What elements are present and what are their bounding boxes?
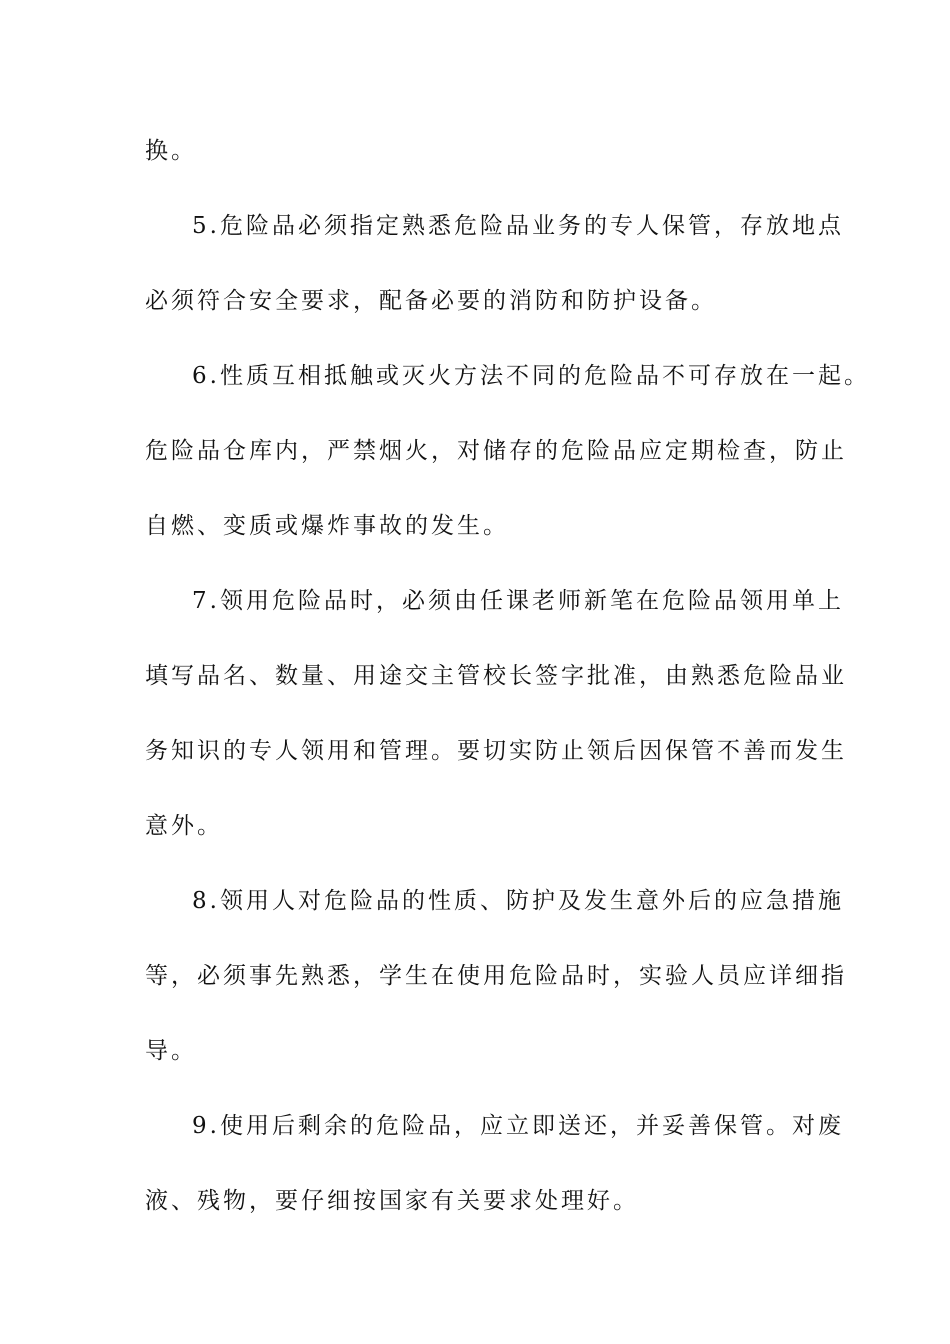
paragraph-9-line-1: 9.使用后剩余的危险品，应立即送还，并妥善保管。对废: [192, 1113, 844, 1139]
paragraph-8-line-2: 等，必须事先熟悉，学生在使用危险品时，实验人员应详细指: [145, 963, 847, 989]
paragraph-5-line-1: 5.危险品必须指定熟悉危险品业务的专人保管，存放地点: [192, 213, 844, 239]
paragraph-7-line-4: 意外。: [145, 813, 223, 839]
paragraph-8-line-3: 导。: [145, 1038, 197, 1064]
paragraph-6-line-3: 自燃、变质或爆炸事故的发生。: [145, 513, 509, 539]
paragraph-7-line-2: 填写品名、数量、用途交主管校长签字批准，由熟悉危险品业: [145, 663, 847, 689]
paragraph-7-line-3: 务知识的专人领用和管理。要切实防止领后因保管不善而发生: [145, 738, 847, 764]
paragraph-5-line-2: 必须符合安全要求，配备必要的消防和防护设备。: [145, 288, 717, 314]
paragraph-7-line-1: 7.领用危险品时，必须由任课老师新笔在危险品领用单上: [192, 588, 844, 614]
paragraph-6-line-1: 6.性质互相抵触或灭火方法不同的危险品不可存放在一起。: [192, 363, 870, 389]
paragraph-6-line-2: 危险品仓库内，严禁烟火，对储存的危险品应定期检查，防止: [145, 438, 847, 464]
paragraph-9-line-2: 液、残物，要仔细按国家有关要求处理好。: [145, 1188, 639, 1214]
text-line: 换。: [145, 138, 197, 164]
paragraph-8-line-1: 8.领用人对危险品的性质、防护及发生意外后的应急措施: [192, 888, 844, 914]
